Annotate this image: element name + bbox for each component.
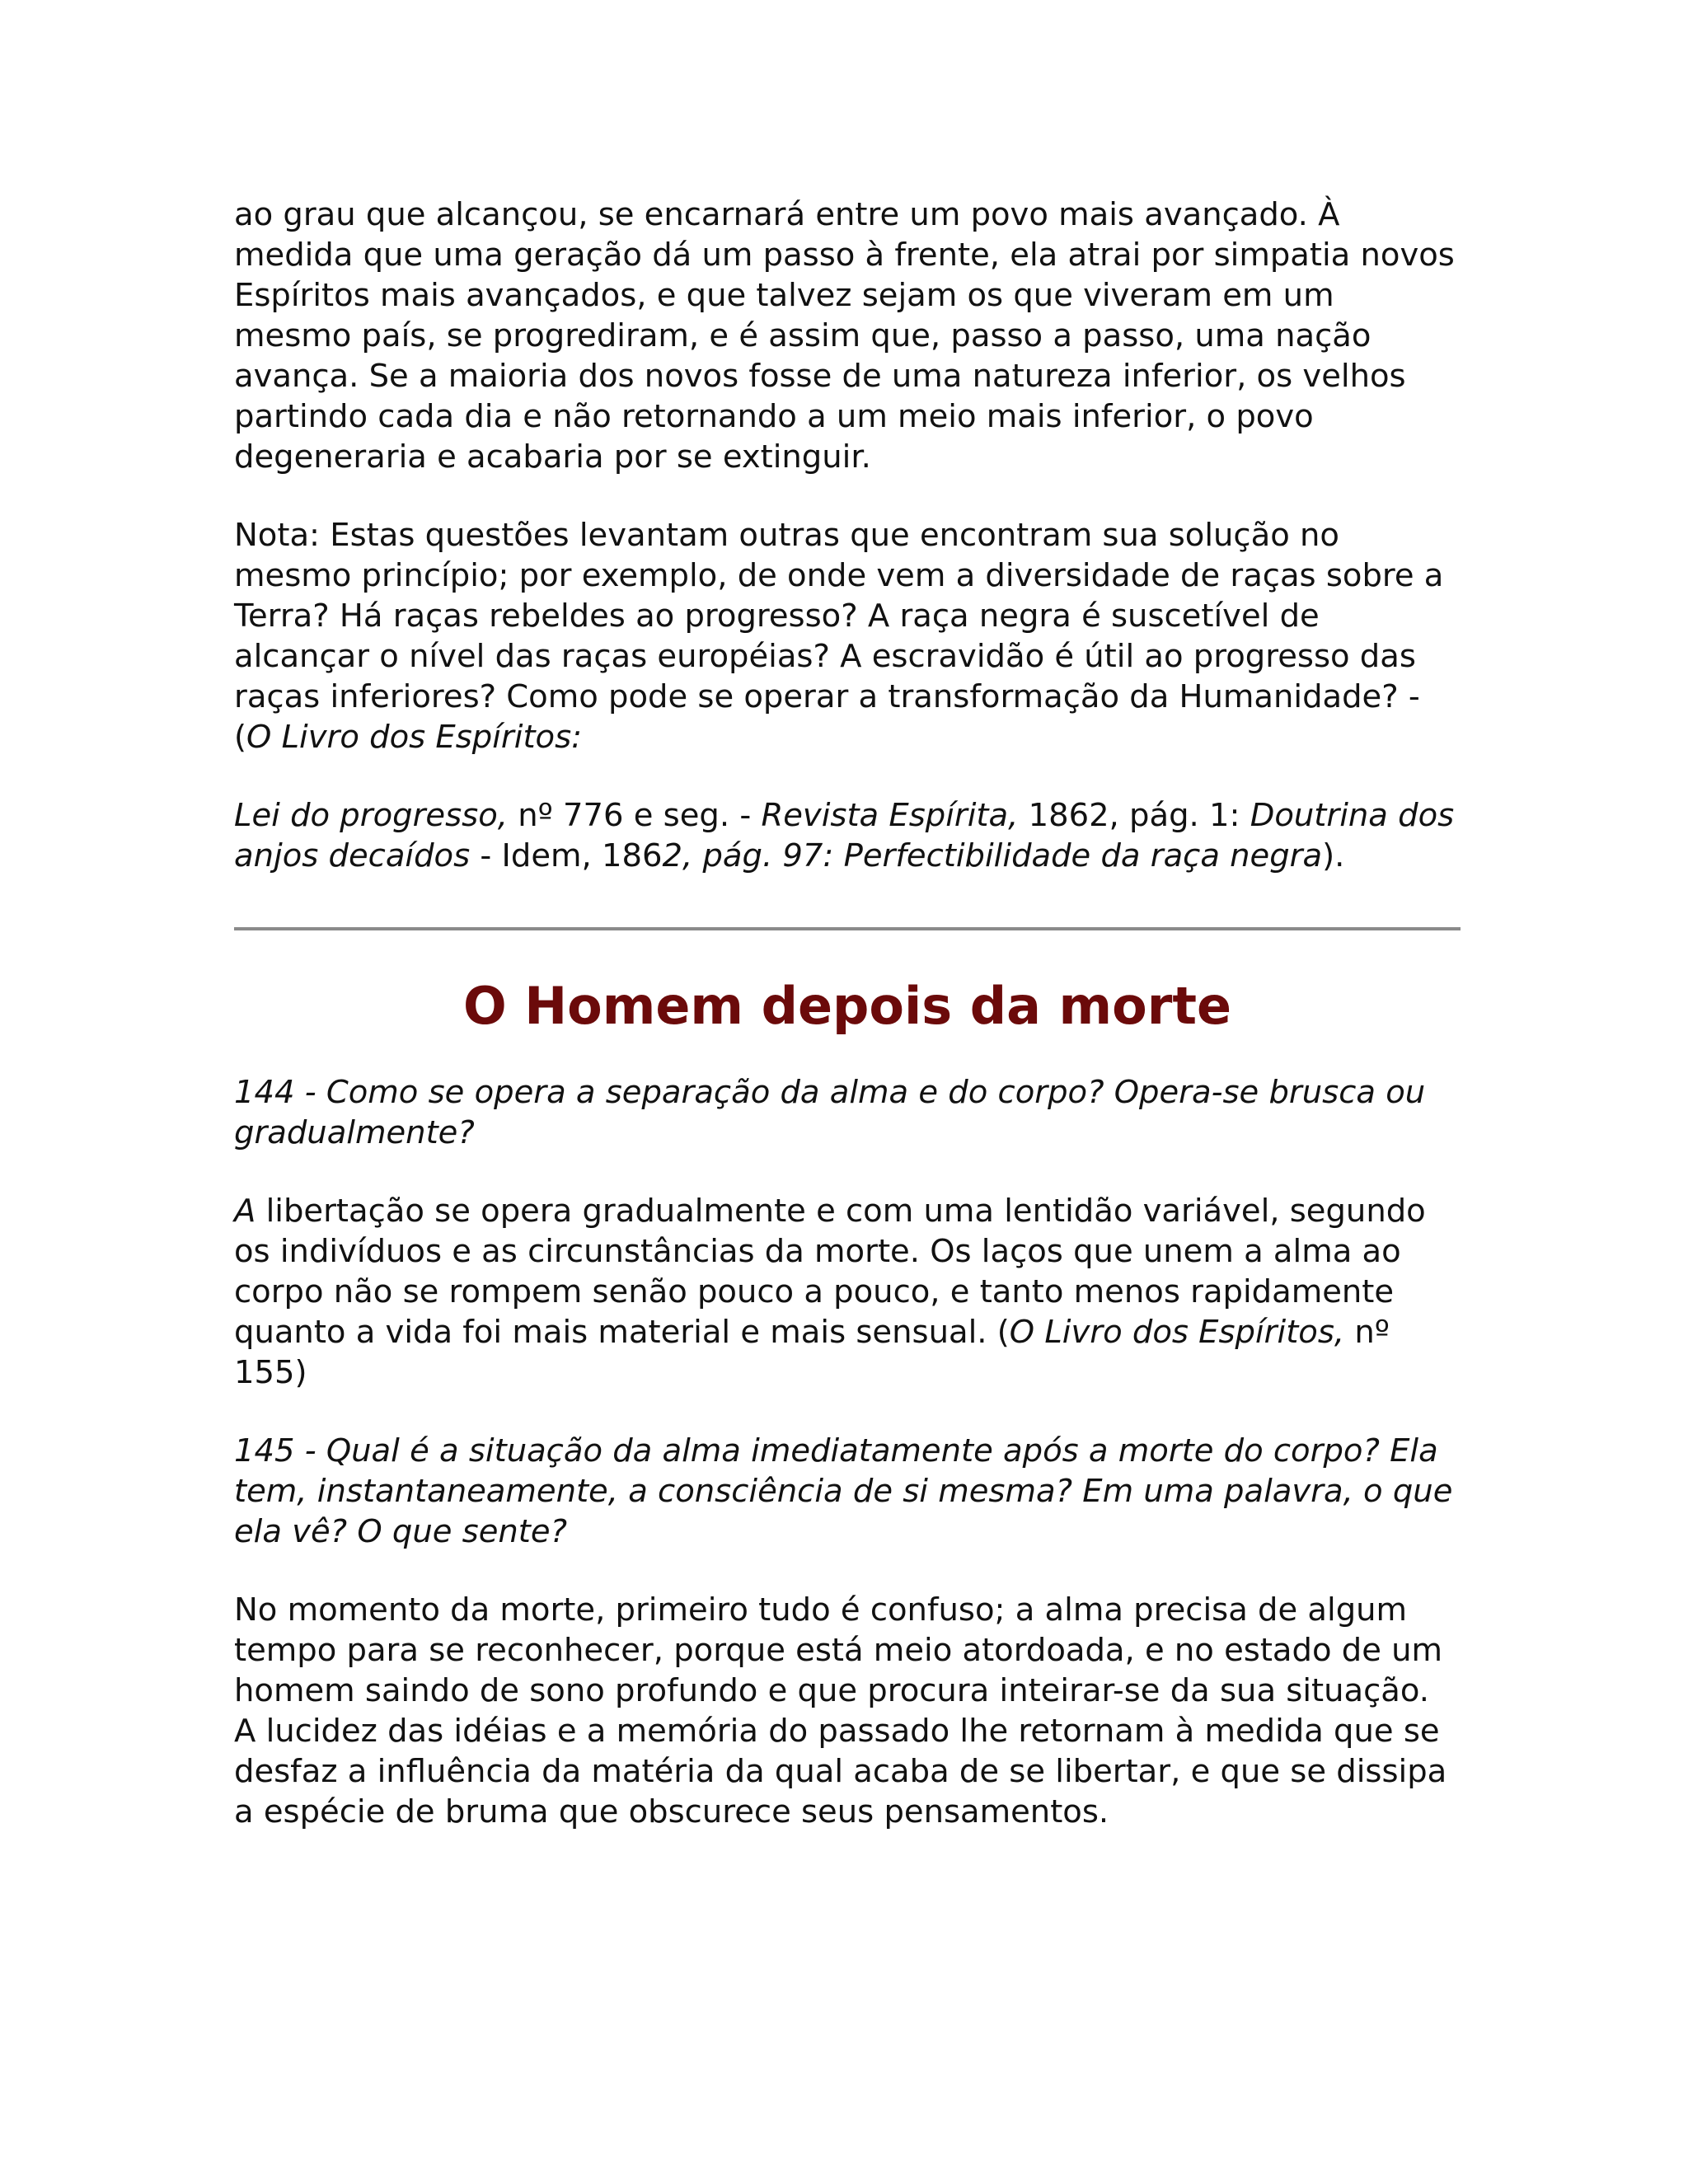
paragraph-references [234, 795, 1461, 876]
nota-book-title: O Livro dos Espíritos: [246, 719, 583, 756]
ref-lei-progresso: Lei do progresso, [234, 797, 508, 834]
ref-revista-espirita: Revista Espírita, [761, 797, 1019, 834]
answer-144-book: O Livro dos Espíritos, [1009, 1314, 1345, 1351]
nota-text: Nota: Estas questões levantam outras que encontram sua solução no mesmo princípio; por exemplo, de onde vem a diversidade de raças sobre a Terra? Há raças rebeldes ao progresso? A raça negra é suscetível de alcançar o nível das raças européias? A escravidão é útil ao progresso das raças inferiores? Como pode se operar a transformação da Humanidade? - ( [234, 517, 1444, 756]
ref-doutrina-anjos: Doutrina dos anjos decaídos [234, 797, 1455, 874]
answer-144-initial: A [234, 1193, 256, 1230]
section-divider [234, 927, 1461, 930]
paragraph-intro: ao grau que alcançou, se encarnará entre um povo mais avançado. À medida que uma geração dá um passo à frente, ela atrai por simpatia novos Espíritos mais avançados, e que talvez sejam os que viveram em um mesmo país, se progrediram, e é assim que, passo a passo, uma nação avança. Se a maioria dos novos fosse de uma natureza inferior, os velhos partindo cada dia e não retornando a um meio mais inferior, o povo degeneraria e acabaria por se extinguir. [234, 196, 1455, 476]
ref-year-page: 1862, pág. 1: [1018, 797, 1250, 834]
document-page [234, 194, 1461, 1870]
ref-perfectibilidade: 2, pág. 97: Perfectibilidade da raça negra [662, 837, 1323, 874]
answer-145: No momento da morte, primeiro tudo é confuso; a alma precisa de algum tempo para se reconhecer, porque está meio atordoada, e no estado de um homem saindo de sono profundo e que procura inteirar-se da sua situação. A lucidez das idéias e a memória do passado lhe retornam à medida que se desfaz a influência da matéria da qual acaba de se libertar, e que se dissipa a espécie de bruma que obscurece seus pensamentos. [234, 1591, 1447, 1830]
paragraph-nota [234, 515, 1461, 757]
section-title: O Homem depois da morte [462, 976, 1232, 1036]
answer-144-body: libertação se opera gradualmente e com uma lentidão variável, segundo os indivíduos e as circunstâncias da morte. Os laços que unem a alma ao corpo não se rompem senão pouco a pouco, e tanto menos rapidamente quanto a vida foi mais material e mais sensual. ( [234, 1193, 1426, 1351]
answer-144 [234, 1191, 1461, 1393]
ref-close: ). [1322, 837, 1345, 874]
ref-number: nº 776 e seg. - [508, 797, 762, 834]
ref-idem: - Idem, 186 [470, 837, 663, 874]
question-144: 144 - Como se opera a separação da alma e do corpo? Opera-se brusca ou gradualmente? [234, 1074, 1426, 1151]
answer-144-end: nº 155) [234, 1314, 1390, 1391]
question-145: 145 - Qual é a situação da alma imediatamente após a morte do corpo? Ela tem, instantaneamente, a consciência de si mesma? Em uma palavra, o que ela vê? O que sente? [234, 1432, 1453, 1550]
